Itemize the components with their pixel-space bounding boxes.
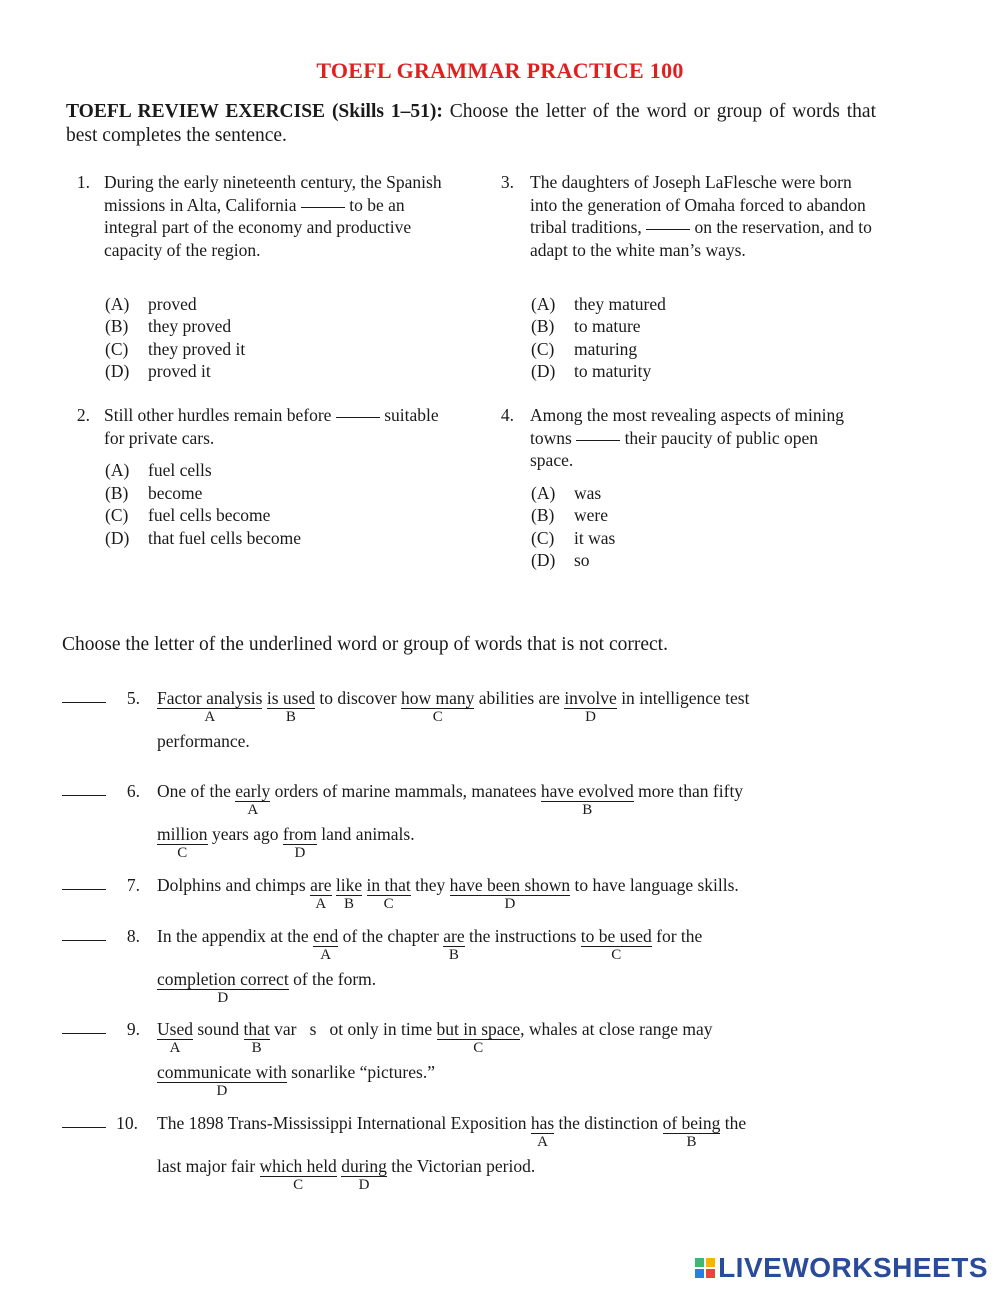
answer-blank-5[interactable] xyxy=(62,702,106,703)
question-10-line-1 xyxy=(157,1113,747,1150)
answer-blank-9[interactable] xyxy=(62,1033,106,1034)
underlined-option-b[interactable] xyxy=(540,781,634,818)
option-label: C xyxy=(293,1177,304,1193)
underlined-option-a[interactable] xyxy=(310,875,332,912)
option-letter: (D) xyxy=(531,550,556,570)
logo-square xyxy=(695,1258,704,1267)
underlined-option-b[interactable] xyxy=(443,926,465,963)
answer-blank-8[interactable] xyxy=(62,940,106,941)
option-text: so xyxy=(574,550,590,570)
sentence-text: abilities are xyxy=(478,688,560,708)
sentence-text: to discover xyxy=(319,688,397,708)
sentence-text: Dolphins and chimps xyxy=(157,875,306,895)
question-text-part: During the early nineteenth century, the Spanish missions in Alta, California xyxy=(104,172,442,215)
option-1b[interactable] xyxy=(105,315,231,338)
instructions-heading: TOEFL REVIEW EXERCISE (Skills 1–51): xyxy=(66,101,443,122)
option-letter: (A) xyxy=(105,294,130,314)
sentence-text: of the chapter xyxy=(342,926,439,946)
question-text-part: to be an integral part of the economy and productive capacity of the region. xyxy=(104,194,412,260)
underlined-option-c[interactable] xyxy=(401,688,475,725)
option-letter: (C) xyxy=(105,505,129,525)
option-text: communicate with xyxy=(157,1062,287,1082)
sentence-text: in intelligence test xyxy=(621,688,750,708)
option-label: B xyxy=(343,896,354,912)
underlined-option-a[interactable] xyxy=(157,688,263,725)
option-text: become xyxy=(148,483,203,503)
sentence-text: the distinction xyxy=(558,1113,659,1133)
option-1d[interactable] xyxy=(105,360,211,383)
sentence-text: One of the xyxy=(157,781,231,801)
question-7-line-1 xyxy=(157,875,739,912)
option-text: they proved it xyxy=(148,339,246,359)
option-label: D xyxy=(217,990,229,1006)
question-number: 5. xyxy=(126,688,140,708)
option-text: that xyxy=(243,1019,270,1039)
option-text: has xyxy=(530,1113,555,1133)
question-10-line-2 xyxy=(157,1156,536,1193)
underlined-option-d[interactable] xyxy=(564,688,617,725)
option-letter: (A) xyxy=(105,460,130,480)
sentence-text: the instructions xyxy=(468,926,577,946)
option-1a[interactable] xyxy=(105,293,197,316)
option-3d[interactable] xyxy=(531,360,651,383)
option-text: was xyxy=(574,483,602,503)
option-label: B xyxy=(582,802,593,818)
option-label: A xyxy=(537,1134,548,1150)
option-3b[interactable] xyxy=(531,315,641,338)
option-1c[interactable] xyxy=(105,338,245,361)
option-text: fuel cells xyxy=(148,460,212,480)
option-letter: (C) xyxy=(531,528,555,548)
option-label: C xyxy=(177,845,188,861)
option-text: in that xyxy=(366,875,411,895)
option-4c[interactable] xyxy=(531,527,615,550)
option-text: is used xyxy=(266,688,315,708)
option-2a[interactable] xyxy=(105,459,212,482)
option-text: how many xyxy=(401,688,475,708)
option-text: have evolved xyxy=(540,781,634,801)
option-text: are xyxy=(310,875,332,895)
underlined-option-c[interactable] xyxy=(366,875,411,912)
sentence-text: years ago xyxy=(211,824,279,844)
option-2d[interactable] xyxy=(105,527,301,550)
question-number: 6. xyxy=(126,781,140,801)
sentence-text: the xyxy=(724,1113,747,1133)
option-text: to mature xyxy=(574,316,641,336)
underlined-option-c[interactable] xyxy=(259,1156,337,1193)
option-letter: (B) xyxy=(531,505,555,525)
option-4d[interactable] xyxy=(531,549,590,572)
option-text: end xyxy=(313,926,339,946)
underlined-option-d[interactable] xyxy=(282,824,317,861)
option-text: they matured xyxy=(574,294,666,314)
option-letter: (B) xyxy=(105,316,129,336)
option-letter: (B) xyxy=(105,483,129,503)
question-5-line-1 xyxy=(157,688,750,725)
answer-blank-10[interactable] xyxy=(62,1127,106,1128)
option-label: B xyxy=(686,1134,697,1150)
question-number: 7. xyxy=(126,875,140,895)
sentence-text: land animals. xyxy=(321,824,415,844)
option-text: proved xyxy=(148,294,197,314)
underlined-option-d[interactable] xyxy=(341,1156,387,1193)
option-text: are xyxy=(443,926,465,946)
option-3a[interactable] xyxy=(531,293,666,316)
sentence-text: sound xyxy=(197,1019,240,1039)
option-label: A xyxy=(315,896,327,912)
option-text: were xyxy=(574,505,609,525)
option-2c[interactable] xyxy=(105,504,270,527)
sentence-text: of the form. xyxy=(293,969,377,989)
option-text: fuel cells become xyxy=(148,505,271,525)
option-text: during xyxy=(341,1156,387,1176)
question-9-line-1 xyxy=(157,1019,713,1056)
sentence-text: more than fifty xyxy=(638,781,744,801)
underlined-option-a[interactable] xyxy=(530,1113,555,1150)
underlined-option-c[interactable] xyxy=(157,824,208,861)
option-letter: (A) xyxy=(531,294,556,314)
option-letter: (D) xyxy=(531,361,556,381)
question-text-part: on the reservation, and to adapt to the white man’s ways. xyxy=(530,217,872,260)
option-text: which held xyxy=(259,1156,337,1176)
option-text: of being xyxy=(662,1113,721,1133)
question-text xyxy=(530,171,875,261)
question-number: 3. xyxy=(500,172,514,192)
sentence-text: for the xyxy=(656,926,703,946)
option-text: it was xyxy=(574,528,616,548)
option-letter: (C) xyxy=(531,339,555,359)
option-label: C xyxy=(383,896,394,912)
answer-blank xyxy=(336,416,380,418)
option-2b[interactable] xyxy=(105,482,202,505)
option-label: B xyxy=(448,947,459,963)
sentence-text: last major fair xyxy=(157,1156,256,1176)
option-text: involve xyxy=(564,688,617,708)
part2-instruction: Choose the letter of the underlined word or group of words that is not correct. xyxy=(62,634,668,655)
page-title: TOEFL GRAMMAR PRACTICE 100 xyxy=(316,58,684,83)
sentence-text: the Victorian period. xyxy=(391,1156,536,1176)
option-text: to maturity xyxy=(574,361,652,381)
option-text: maturing xyxy=(574,339,638,359)
question-8-line-2 xyxy=(157,969,377,1006)
option-label: B xyxy=(251,1040,262,1056)
question-number: 10. xyxy=(116,1113,138,1133)
option-label: C xyxy=(432,709,443,725)
sentence-text: they xyxy=(415,875,446,895)
question-text xyxy=(104,171,446,261)
option-label: A xyxy=(320,947,332,963)
option-letter: (D) xyxy=(105,361,130,381)
option-letter: (A) xyxy=(531,483,556,503)
option-label: D xyxy=(504,896,516,912)
underlined-option-a[interactable] xyxy=(157,1019,193,1056)
option-label: D xyxy=(216,1083,228,1099)
underlined-option-c[interactable] xyxy=(436,1019,521,1056)
option-text: have been shown xyxy=(449,875,571,895)
option-text: like xyxy=(335,875,363,895)
underlined-option-c[interactable] xyxy=(580,926,652,963)
answer-blank xyxy=(576,439,620,441)
question-number: 2. xyxy=(76,405,90,425)
sentence-text: The 1898 Trans-Mississippi International Exposition xyxy=(157,1113,527,1133)
underlined-option-b[interactable] xyxy=(243,1019,270,1056)
sentence-text: var s ot only in time xyxy=(274,1019,433,1039)
underlined-option-d[interactable] xyxy=(157,969,289,1006)
answer-blank-6[interactable] xyxy=(62,795,106,796)
question-text-part: The daughters of Joseph LaFlesche were born into the generation of Omaha forced to abandon tribal traditions, xyxy=(530,172,866,237)
question-number: 1. xyxy=(76,172,90,192)
sentence-text: orders of marine mammals, manatees xyxy=(274,781,537,801)
liveworksheets-logo xyxy=(695,1252,988,1284)
option-letter: (D) xyxy=(105,528,130,548)
logo-text: LIVEWORKSHEETS xyxy=(718,1252,988,1283)
underlined-option-b[interactable] xyxy=(266,688,315,725)
option-label: B xyxy=(285,709,296,725)
underlined-option-a[interactable] xyxy=(235,781,271,818)
option-text: to be used xyxy=(580,926,652,946)
answer-blank xyxy=(646,228,690,230)
logo-square xyxy=(695,1269,704,1278)
option-text: but in space xyxy=(436,1019,521,1039)
underlined-option-b[interactable] xyxy=(662,1113,721,1150)
option-label: D xyxy=(585,709,596,725)
question-text-part: Still other hurdles remain before xyxy=(104,405,332,425)
option-letter: (B) xyxy=(531,316,555,336)
question-6-line-1 xyxy=(157,781,744,818)
question-5-line-2: performance. xyxy=(157,731,250,751)
underlined-option-a[interactable] xyxy=(313,926,339,963)
option-label: D xyxy=(294,845,306,861)
option-4a[interactable] xyxy=(531,482,601,505)
logo-mark-icon xyxy=(695,1258,715,1278)
option-text: Factor analysis xyxy=(157,688,263,708)
option-text: that fuel cells become xyxy=(148,528,302,548)
option-label: A xyxy=(169,1040,181,1056)
question-number: 8. xyxy=(126,926,140,946)
question-number: 9. xyxy=(126,1019,140,1039)
answer-blank-7[interactable] xyxy=(62,889,106,890)
instructions xyxy=(66,100,876,148)
option-label: D xyxy=(358,1177,370,1193)
option-label: A xyxy=(247,802,259,818)
logo-square xyxy=(706,1258,715,1267)
underlined-option-d[interactable] xyxy=(157,1062,287,1099)
underlined-option-b[interactable] xyxy=(335,875,363,912)
option-letter: (C) xyxy=(105,339,129,359)
question-text-part: suitable for private cars. xyxy=(104,405,439,448)
question-text-part: their paucity of public open space. xyxy=(530,427,818,470)
sentence-text: to have language skills. xyxy=(574,875,739,895)
option-text: Used xyxy=(157,1019,193,1039)
question-text xyxy=(104,404,446,449)
option-label: A xyxy=(204,709,216,725)
instructions-text: Choose the letter of the word or group of words that best completes the sentence. xyxy=(66,101,876,146)
question-text xyxy=(530,404,855,472)
sentence-text: , whales at close range may xyxy=(520,1019,713,1039)
option-4b[interactable] xyxy=(531,504,608,527)
answer-blank xyxy=(301,206,345,208)
question-6-line-2 xyxy=(157,824,415,861)
option-text: early xyxy=(235,781,271,801)
option-3c[interactable] xyxy=(531,338,637,361)
option-label: C xyxy=(611,947,622,963)
question-text-part: Among the most revealing aspects of mining towns xyxy=(530,405,844,448)
underlined-option-d[interactable] xyxy=(449,875,571,912)
option-text: from xyxy=(282,824,317,844)
option-text: million xyxy=(157,824,208,844)
option-label: C xyxy=(473,1040,484,1056)
question-9-line-2 xyxy=(157,1062,435,1099)
option-text: they proved xyxy=(148,316,232,336)
sentence-text: In the appendix at the xyxy=(157,926,309,946)
question-8-line-1 xyxy=(157,926,703,963)
option-text: proved it xyxy=(148,361,211,381)
logo-square xyxy=(706,1269,715,1278)
question-number: 4. xyxy=(500,405,514,425)
sentence-text: sonarlike “pictures.” xyxy=(291,1062,435,1082)
option-text: completion correct xyxy=(157,969,289,989)
